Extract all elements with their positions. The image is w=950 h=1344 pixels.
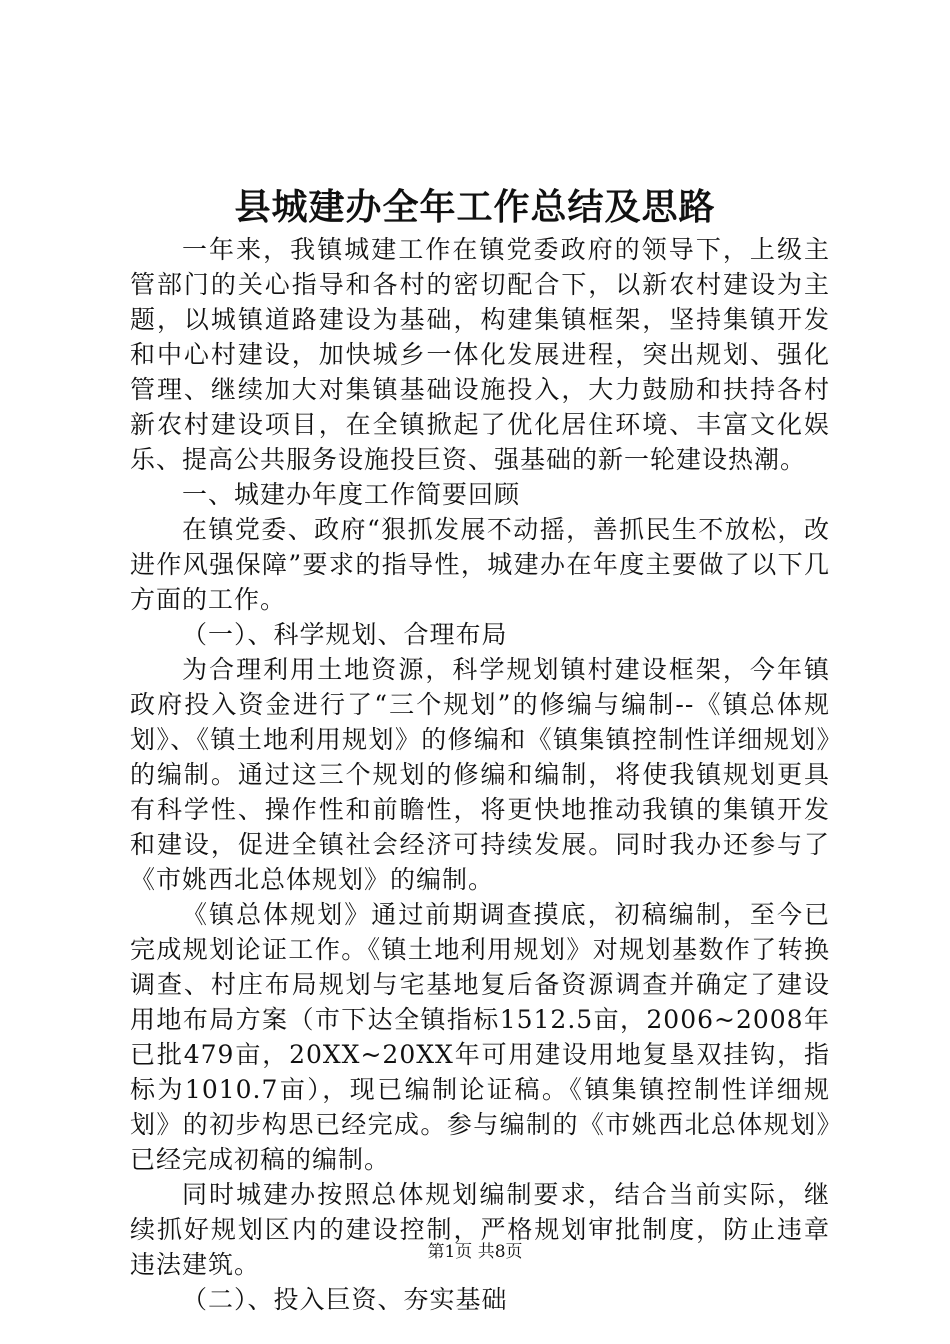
document-title: 县城建办全年工作总结及思路	[234, 187, 716, 228]
subsection-heading-1: （一）、科学规划、合理布局	[182, 620, 508, 649]
paragraph-planning: 为合理利用土地资源，科学规划镇村建设框架，今年镇政府投入资金进行了“三个规划”的修编与编制--《镇总体规划》、《镇土地利用规划》的修编和《镇集镇控制性详细规划》的编制。通过这三个规划的修编和编制，将使我镇规划更具有科学性、操作性和前瞻性，将更快地推动我镇的集镇开发和建设，促进全镇社会经济可持续发展。同时我办还参与了《市姚西北总体规划》的编制。	[130, 655, 830, 894]
paragraph-section-1: 在镇党委、政府“狠抓发展不动摇，善抓民生不放松，改进作风强保障”要求的指导性，城建办在年度主要做了以下几方面的工作。	[130, 515, 830, 614]
paragraph-intro: 一年来，我镇城建工作在镇党委政府的领导下，上级主管部门的关心指导和各村的密切配合下，以新农村建设为主题，以城镇道路建设为基础，构建集镇框架，坚持集镇开发和中心村建设，加快城乡一体化发展进程，突出规划、强化管理、继续加大对集镇基础设施投入，大力鼓励和扶持各村新农村建设项目，在全镇掀起了优化居住环境、丰富文化娱乐、提高公共服务设施投巨资、强基础的新一轮建设热潮。	[130, 235, 830, 474]
section-heading-1: 一、城建办年度工作简要回顾	[182, 480, 521, 509]
page-footer: 第1页 共8页	[427, 1242, 523, 1262]
subsection-heading-2: （二）、投入巨资、夯实基础	[182, 1285, 508, 1314]
paragraph-plan-progress: 《镇总体规划》通过前期调查摸底，初稿编制，至今已完成规划论证工作。《镇土地利用规划》对规划基数作了转换调查、村庄布局规划与宅基地复后备资源调查并确定了建设用地布局方案（市下达全镇指标1512.5亩，2006~2008年已批479亩，20XX~20XX年可用建设用地复垦双挂钩，指标为1010.7亩），现已编制论证稿。《镇集镇控制性详细规划》的初步构思已经完成。参与编制的《市姚西北总体规划》已经完成初稿的编制。	[130, 900, 830, 1174]
paragraph-control: 同时城建办按照总体规划编制要求，结合当前实际，继续抓好规划区内的建设控制，严格规划审批制度，防止违章违法建筑。	[130, 1180, 830, 1279]
document-body	[130, 232, 830, 1317]
